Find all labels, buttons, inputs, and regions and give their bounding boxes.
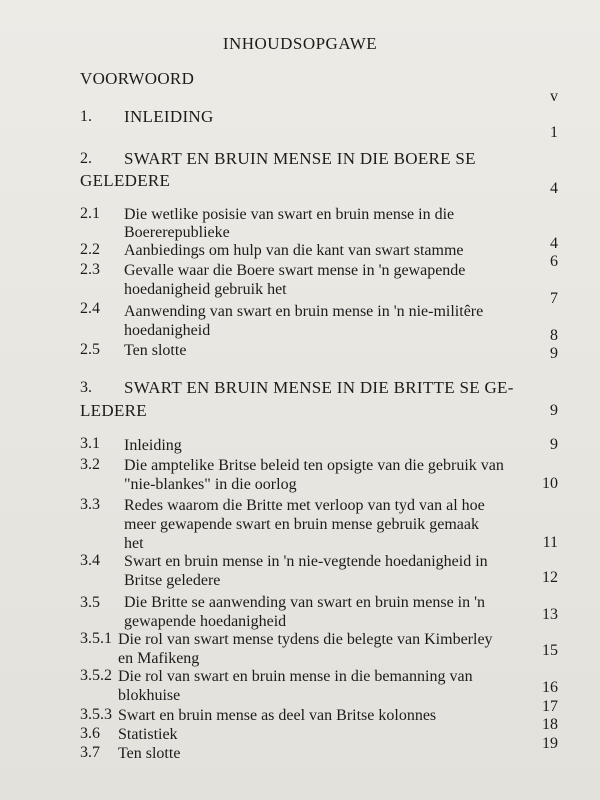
toc-section-2-4-number: 2.4	[80, 300, 100, 317]
toc-section-3-4-page: 12	[542, 569, 558, 586]
toc-section-3-5-2-line1: Die rol van swart en bruin mense in die bemanning van	[118, 668, 473, 685]
toc-chapter-1-title: INLEIDING	[124, 107, 214, 126]
toc-section-2-5-page: 9	[550, 345, 558, 362]
toc-section-3-5-page: 13	[542, 606, 558, 623]
toc-section-3-5-3-number: 3.5.3	[80, 706, 112, 723]
toc-section-2-1-line1: Die wetlike posisie van swart en bruin mense in die	[124, 206, 455, 223]
toc-section-3-7-number: 3.7	[80, 744, 100, 761]
toc-section-3-5-3-page: 17	[542, 698, 558, 715]
toc-section-2-3-line1: Gevalle waar die Boere swart mense in 'n gewapende	[124, 262, 466, 279]
toc-section-2-5-line1: Ten slotte	[124, 342, 187, 359]
toc-section-3-4-line2: Britse geledere	[124, 572, 221, 589]
toc-section-3-2-line1: Die amptelike Britse beleid ten opsigte van die gebruik van	[124, 457, 504, 474]
toc-chapter-1-page: 1	[550, 124, 558, 141]
toc-section-3-3-line3: het	[124, 535, 144, 552]
toc-section-3-7-line1: Ten slotte	[118, 745, 181, 762]
toc-section-3-1-number: 3.1	[80, 435, 100, 452]
toc-chapter-2-number: 2.	[80, 150, 92, 167]
page-title: INHOUDSOPGAWE	[222, 34, 378, 53]
toc-section-3-2-number: 3.2	[80, 456, 100, 473]
toc-chapter-2-title-line1: SWART EN BRUIN MENSE IN DIE BOERE SE	[124, 149, 476, 168]
toc-section-3-6-page: 18	[542, 716, 558, 733]
toc-section-2-3-line2: hoedanigheid gebruik het	[124, 281, 287, 298]
toc-section-3-5-2-page: 16	[542, 679, 558, 696]
toc-section-2-4-page: 8	[550, 327, 558, 344]
toc-section-3-6-number: 3.6	[80, 725, 100, 742]
toc-section-3-3-line1: Redes waarom die Britte met verloop van tyd van al hoe	[124, 497, 485, 514]
toc-section-3-6-line1: Statistiek	[118, 726, 178, 743]
toc-section-2-1-page: 4	[550, 235, 558, 252]
toc-section-3-7-page: 19	[542, 735, 558, 752]
toc-section-2-3-page: 7	[550, 290, 558, 307]
toc-section-3-5-3-line1: Swart en bruin mense as deel van Britse kolonnes	[118, 707, 437, 724]
toc-chapter-3-number: 3.	[80, 379, 92, 396]
toc-section-3-4-number: 3.4	[80, 552, 100, 569]
toc-section-3-3-number: 3.3	[80, 496, 100, 513]
toc-section-2-5-number: 2.5	[80, 341, 100, 358]
toc-section-2-4-line1: Aanwending van swart en bruin mense in 'n nie-militêre	[124, 303, 484, 320]
toc-section-3-2-line2: "nie-blankes" in die oorlog	[124, 476, 297, 493]
toc-section-3-5-number: 3.5	[80, 594, 100, 611]
toc-section-2-2-page: 6	[550, 253, 558, 270]
toc-chapter-3-title-line1: SWART EN BRUIN MENSE IN DIE BRITTE SE GE-	[124, 378, 514, 397]
toc-section-2-3-number: 2.3	[80, 261, 100, 278]
toc-section-2-1-number: 2.1	[80, 205, 100, 222]
toc-section-2-2-line1: Aanbiedings om hulp van die kant van swart stamme	[124, 242, 464, 259]
toc-chapter-3-page: 9	[550, 402, 558, 419]
toc-section-3-5-2-number: 3.5.2	[80, 667, 112, 684]
toc-section-2-4-line2: hoedanigheid	[124, 322, 211, 339]
toc-section-3-5-1-line1: Die rol van swart mense tydens die belegte van Kimberley	[118, 631, 493, 648]
toc-section-3-5-line2: gewapende hoedanigheid	[124, 613, 287, 630]
toc-section-3-1-line1: Inleiding	[124, 437, 182, 454]
toc-section-2-1-line2: Boererepublieke	[124, 224, 230, 241]
toc-chapter-2-page: 4	[550, 180, 558, 197]
toc-section-3-3-line2: meer gewapende swart en bruin mense gebruik gemaak	[124, 516, 479, 533]
toc-chapter-2-title-line2: GELEDERE	[80, 171, 171, 190]
toc-chapter-3-title-line2: LEDERE	[80, 401, 147, 420]
toc-section-3-3-page: 11	[542, 534, 558, 551]
toc-section-3-5-1-number: 3.5.1	[80, 630, 112, 647]
toc-voorwoord-label: VOORWOORD	[80, 69, 195, 88]
toc-section-3-5-2-line2: blokhuise	[118, 687, 181, 704]
toc-section-3-4-line1: Swart en bruin mense in 'n nie-vegtende hoedanigheid in	[124, 553, 488, 570]
toc-section-3-5-1-page: 15	[542, 642, 558, 659]
toc-section-3-5-1-line2: en Mafikeng	[118, 650, 200, 667]
toc-section-3-2-page: 10	[542, 475, 558, 492]
toc-section-3-1-page: 9	[550, 436, 558, 453]
toc-chapter-1-number: 1.	[80, 108, 92, 125]
toc-voorwoord-page: v	[550, 88, 558, 105]
toc-section-2-2-number: 2.2	[80, 241, 100, 258]
toc-section-3-5-line1: Die Britte se aanwending van swart en bruin mense in 'n	[124, 594, 486, 611]
